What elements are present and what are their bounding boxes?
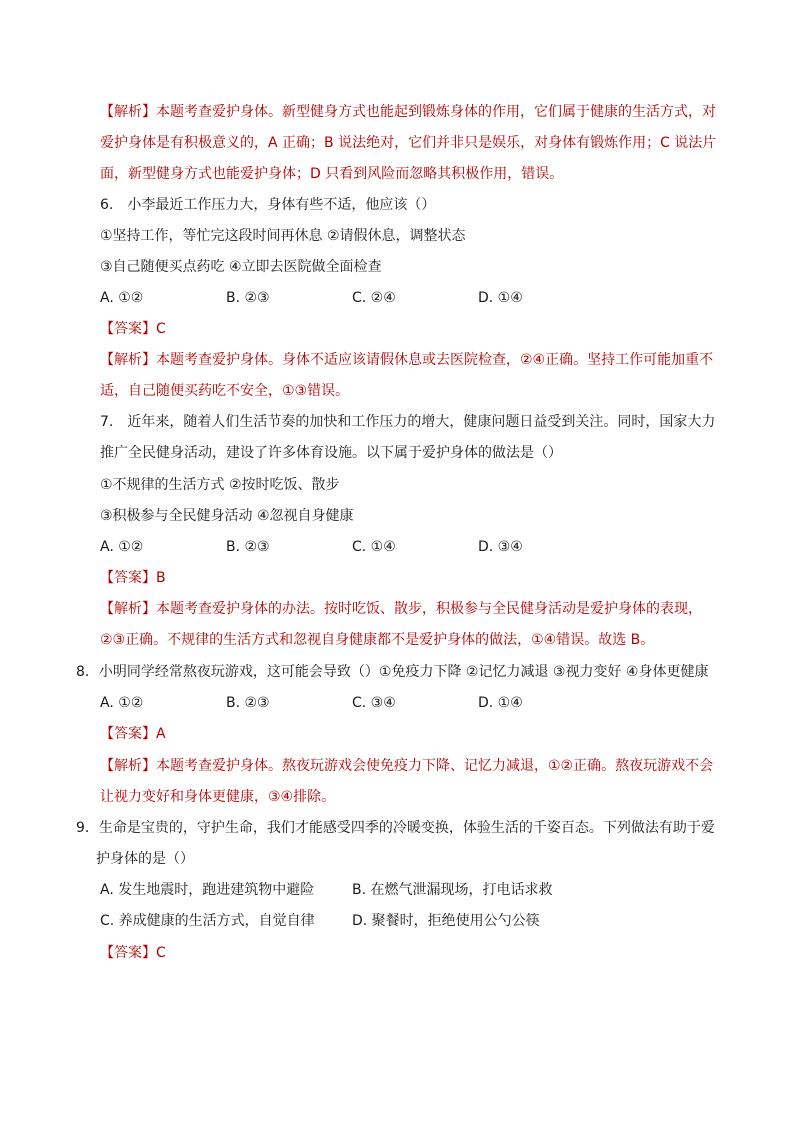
q7-choice-a: A. ①② xyxy=(100,539,144,555)
analysis-text: ①②正确。熬夜玩游戏不会 xyxy=(548,758,714,774)
q7-analysis-line-2: ②③正确。不规律的生活方式和忽视自身健康都不是爱护身体的做法，①④错误。故选 B。 xyxy=(100,632,655,648)
q6-answer xyxy=(100,319,166,339)
analysis-text: 本题考查爱护身体。熬夜玩游戏会使免疫力下降、记忆力减退， xyxy=(156,758,548,774)
q9-stem-line-1: 9．生命是宝贵的，守护生命，我们才能感受四季的冷暖变换，体验生活的千姿百态。下列做法有助于爱 xyxy=(76,820,715,836)
q7-choice-b: B. ②③ xyxy=(226,539,270,555)
q9-answer xyxy=(100,943,166,963)
analysis-label: 【解析】 xyxy=(100,758,156,774)
q7-answer xyxy=(100,568,166,588)
answer-label: 【答案】 xyxy=(100,570,156,586)
q5-analysis-line-1 xyxy=(100,102,716,122)
q9-choice-a: A. 发生地震时，跑进建筑物中避险 xyxy=(100,882,315,898)
q7-stem-line-2: 推广全民健身活动，建设了许多体育设施。以下属于爱护身体的做法是（） xyxy=(100,445,562,461)
answer-value: C xyxy=(156,945,166,961)
answer-value: A xyxy=(156,726,166,742)
q8-choice-b: B. ②③ xyxy=(226,695,270,711)
analysis-text: 本题考查爱护身体的办法。按时吃饭、散步，积极参与全民健身活动是爱护身体的表现， xyxy=(156,601,702,617)
q6-stem: 6. 小李最近工作压力大，身体有些不适，他应该（） xyxy=(100,197,436,213)
q7-stem-line-1: 7. 近年来，随着人们生活节奏的加快和工作压力的增大，健康问题日益受到关注。同时，国家大力 xyxy=(100,414,716,430)
q6-analysis-line-1 xyxy=(100,350,713,370)
q6-options-line-2: ③自己随便买点药吃 ④立即去医院做全面检查 xyxy=(100,259,382,275)
q9-choice-c: C. 养成健康的生活方式，自觉自律 xyxy=(100,913,315,929)
q7-choice-d: D. ③④ xyxy=(478,539,523,555)
q6-choice-c: C. ②④ xyxy=(352,290,396,306)
analysis-label: 【解析】 xyxy=(100,601,156,617)
q8-choice-d: D. ①④ xyxy=(478,695,523,711)
q6-analysis-line-2 xyxy=(100,381,349,401)
q7-options-line-2: ③积极参与全民健身活动 ④忽视自身健康 xyxy=(100,508,354,524)
q9-choice-d: D. 聚餐时，拒绝使用公勺公筷 xyxy=(352,913,540,929)
analysis-text: 本题考查爱护身体。新型健身方式也能起到锻炼身体的作用，它们属于健康的生活方式，对 xyxy=(156,104,716,120)
q8-answer xyxy=(100,724,166,744)
q7-choice-c: C. ①④ xyxy=(352,539,396,555)
q9-choice-b: B. 在燃气泄漏现场，打电话求救 xyxy=(352,882,553,898)
q8-analysis-line-1 xyxy=(100,756,713,776)
answer-value: C xyxy=(156,321,166,337)
q5-analysis-line-2: 爱护身体是有积极意义的，A 正确；B 说法绝对，它们并非只是娱乐，对身体有锻炼作用；C 说法片 xyxy=(100,135,717,151)
answer-label: 【答案】 xyxy=(100,726,156,742)
q9-stem-line-2: 护身体的是（） xyxy=(96,851,194,867)
q8-choice-a: A. ①② xyxy=(100,695,144,711)
analysis-text: 适，自己随便买药吃不安全， xyxy=(100,383,282,399)
analysis-text: ②④正确。坚持工作可能加重不 xyxy=(520,352,714,368)
analysis-label: 【解析】 xyxy=(100,352,156,368)
q8-choice-c: C. ③④ xyxy=(352,695,396,711)
q6-choice-b: B. ②③ xyxy=(226,290,270,306)
analysis-label: 【解析】 xyxy=(100,104,156,120)
q8-analysis-line-2 xyxy=(100,787,335,807)
q5-analysis-line-3: 面，新型健身方式也能爱护身体；D 只看到风险而忽略其积极作用，错误。 xyxy=(100,166,564,182)
analysis-text: ③④排除。 xyxy=(268,789,336,805)
q6-choice-a: A. ①② xyxy=(100,290,144,306)
q7-analysis-line-1 xyxy=(100,599,702,619)
analysis-text: ①③错误。 xyxy=(282,383,350,399)
answer-label: 【答案】 xyxy=(100,945,156,961)
q8-stem: 8．小明同学经常熬夜玩游戏，这可能会导致（）①免疫力下降 ②记忆力减退 ③视力变好 ④身体更健康 xyxy=(76,664,709,680)
answer-value: B xyxy=(156,570,166,586)
analysis-text: 本题考查爱护身体。身体不适应该请假休息或去医院检查， xyxy=(156,352,520,368)
answer-label: 【答案】 xyxy=(100,321,156,337)
analysis-text: 让视力变好和身体更健康， xyxy=(100,789,268,805)
q6-choice-d: D. ①④ xyxy=(478,290,523,306)
q6-options-line-1: ①坚持工作，等忙完这段时间再休息 ②请假休息，调整状态 xyxy=(100,228,466,244)
q7-options-line-1: ①不规律的生活方式 ②按时吃饭、散步 xyxy=(100,477,340,493)
